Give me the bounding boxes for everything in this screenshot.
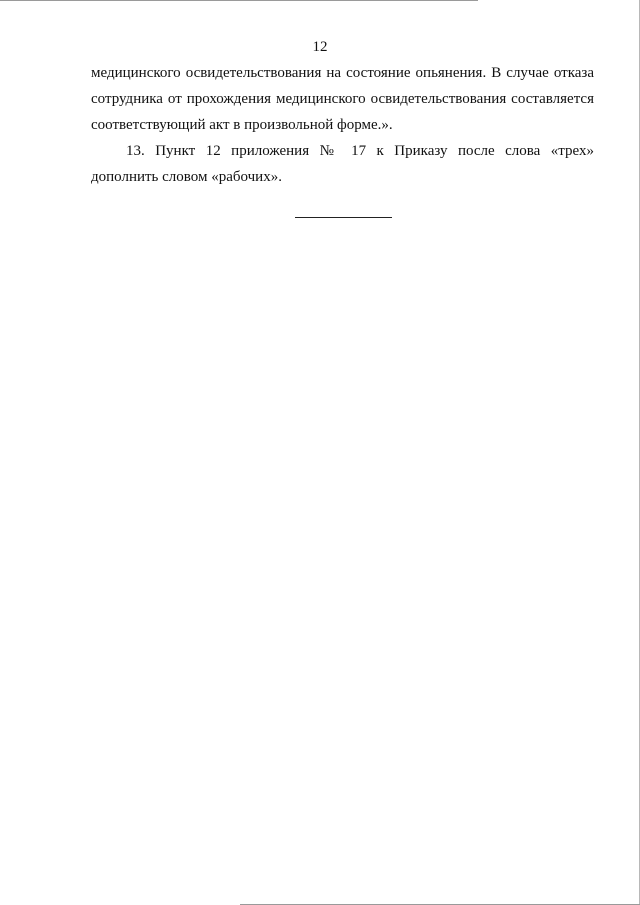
- scan-edge-top: [0, 0, 478, 1]
- paragraph-13-line: 13. Пункт 12 приложения № 17 к Приказу после слова «трех»: [126, 143, 594, 159]
- end-divider-line: [295, 217, 392, 218]
- paragraph-line: сотрудника от прохождения медицинского освидетельствования составляется: [91, 91, 594, 107]
- page-number: 12: [312, 39, 328, 55]
- paragraph-13-line: дополнить словом «рабочих».: [91, 169, 282, 185]
- paragraph-line: медицинского освидетельствования на состояние опьянения. В случае отказа: [91, 65, 594, 81]
- body-text: [91, 60, 594, 190]
- paragraph-line: соответствующий акт в произвольной форме.».: [91, 117, 393, 133]
